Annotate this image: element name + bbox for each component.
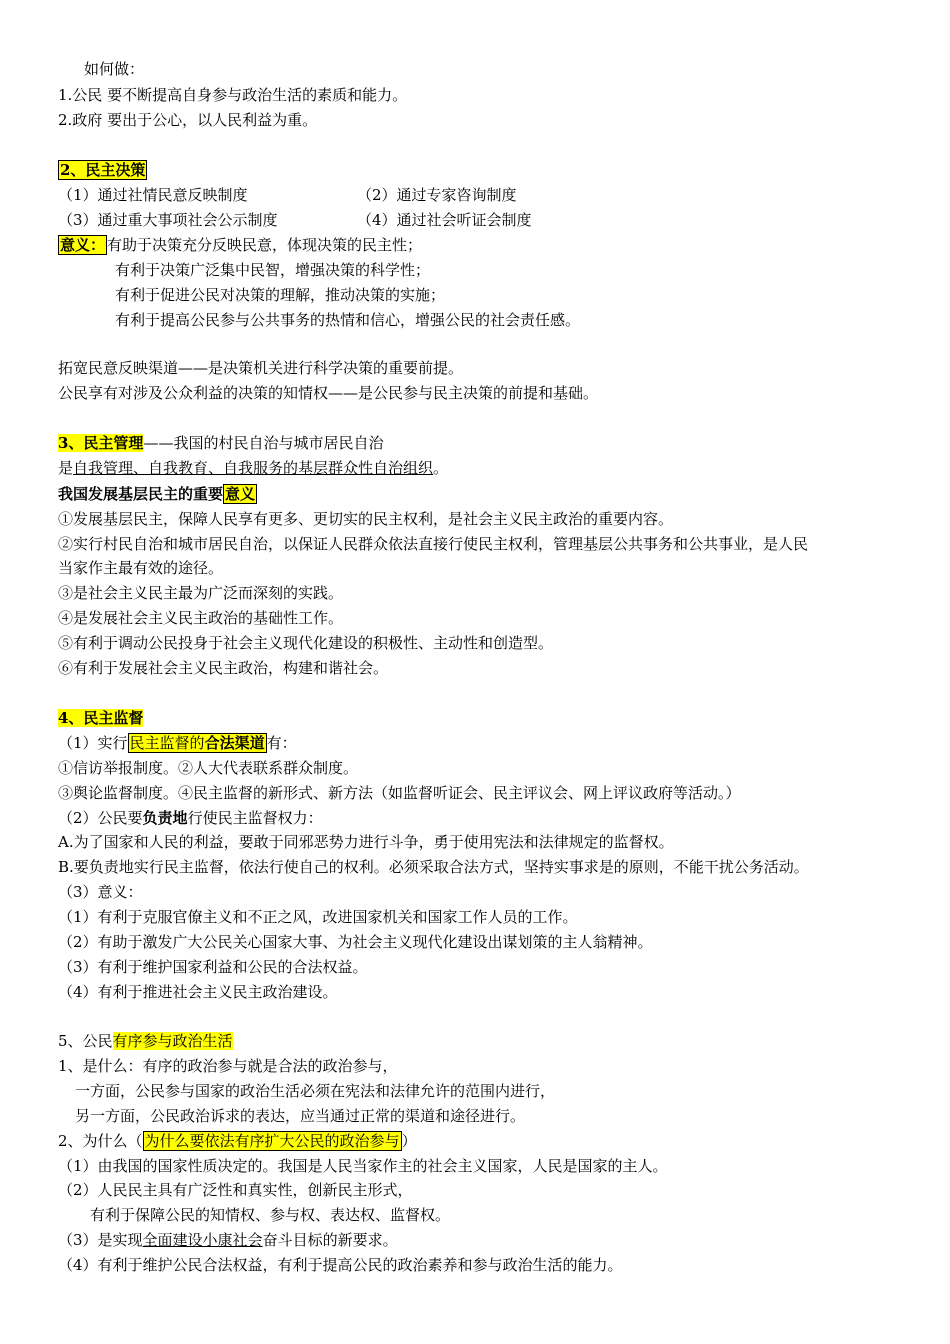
s4-meaning-3: （3）有利于维护国家利益和公民的合法权益。 (58, 958, 368, 976)
section-4-title: 4、民主监督 (58, 709, 144, 727)
definition-suffix: 。 (433, 459, 449, 477)
s5-reason-4: （4）有利于维护公民合法权益，有利于提高公民的政治素养和参与政治生活的能力。 (58, 1256, 623, 1274)
legal-channel-b: 合法渠道 (204, 734, 265, 752)
s5-what: 1、是什么：有序的政治参与就是合法的政治参与， (58, 1057, 398, 1075)
section-5-highlight: 有序参与政治生活 (112, 1032, 233, 1050)
s3-item-3: ③是社会主义民主最为广泛而深刻的实践。 (58, 584, 344, 602)
s5-reason-3 (58, 1230, 398, 1250)
s5-why-highlight: 为什么要依法有序扩大公民的政治参与 (144, 1132, 400, 1150)
s5-reason-1: （1）由我国的国家性质决定的。我国是人民当家作主的社会主义国家，人民是国家的主人。 (58, 1157, 668, 1175)
s4-line-2 (58, 808, 323, 828)
meaning-label: 意义： (60, 236, 106, 254)
section-3-subtitle: ——我国的村民自治与城市居民自治 (143, 434, 384, 452)
s5-what-a: 一方面，公民参与国家的政治生活必须在宪法和法律允许的范围内进行， (75, 1082, 556, 1100)
s4-meaning-2: （2）有助于激发广大公民关心国家大事、为社会主义现代化建设出谋划策的主人翁精神。 (58, 933, 653, 951)
s4-point-a: A.为了国家和人民的利益，要敢于同邪恶势力进行斗争，勇于使用宪法和法律规定的监督权。 (58, 833, 674, 851)
s5-what-b: 另一方面，公民政治诉求的表达，应当通过正常的渠道和途径进行。 (75, 1107, 526, 1125)
section-3-heading (58, 433, 383, 453)
intro-item-2: 2.政府 要出于公心，以人民利益为重。 (58, 111, 318, 129)
section-5-prefix: 5、公民 (58, 1032, 113, 1050)
section-3-sub-heading (58, 484, 257, 504)
how-to-do: 如何做： (84, 60, 145, 78)
s5-reason-3-underlined: 全面建设小康社会 (142, 1231, 263, 1249)
legal-channel-highlight (128, 733, 267, 753)
section-3-definition (58, 458, 448, 478)
section-3-title: 3、民主管理 (58, 434, 144, 452)
s5-why-prefix: 2、为什么（ (58, 1132, 143, 1150)
section-4-heading (58, 708, 143, 728)
system-1: （1）通过社情民意反映制度 (58, 186, 248, 204)
sub-heading-highlight: 意义 (225, 485, 256, 503)
section-2-heading (58, 160, 147, 180)
s4-meaning-1: （1）有利于克服官僚主义和不正之风，改进国家机关和国家工作人员的工作。 (58, 908, 578, 926)
section-5-heading (58, 1031, 233, 1051)
s4-point-b: B.要负责地实行民主监督，依法行使自己的权利。必须采取合法方式，坚持实事求是的原则，不能干扰公务活动。 (58, 858, 809, 876)
s5-why-suffix: ） (401, 1132, 417, 1150)
s4-line-1-prefix: （1）实行 (58, 734, 128, 752)
s4-line-2-suffix: 行使民主监督权力： (187, 809, 323, 827)
meaning-3: 有利于促进公民对决策的理解，推动决策的实施； (115, 286, 446, 304)
definition-prefix: 是 (58, 459, 74, 477)
s3-item-4: ④是发展社会主义民主政治的基础性工作。 (58, 609, 344, 627)
s5-reason-3-prefix: （3）是实现 (58, 1231, 143, 1249)
s4-line-2-bold: 负责地 (142, 809, 188, 827)
system-3: （3）通过重大事项社会公示制度 (58, 211, 278, 229)
channel-2: ③舆论监督制度。④民主监督的新形式、新方法（如监督听证会、民主评议会、网上评议政府等活动。） (58, 784, 741, 802)
s4-line-1-suffix: 有： (266, 734, 297, 752)
system-2: （2）通过专家咨询制度 (357, 186, 517, 204)
s4-line-3: （3）意义： (58, 883, 143, 901)
meaning-4: 有利于提高公民参与公共事务的热情和信心，增强公民的社会责任感。 (115, 311, 581, 329)
section-2-point-1: 拓宽民意反映渠道——是决策机关进行科学决策的重要前提。 (58, 359, 464, 377)
legal-channel-a: 民主监督的 (129, 734, 205, 752)
intro-item-1: 1.公民 要不断提高自身参与政治生活的素质和能力。 (58, 86, 408, 104)
s3-item-1: ①发展基层民主，保障人民享有更多、更切实的民主权利，是社会主义民主政治的重要内容。 (58, 510, 674, 528)
meaning-2: 有利于决策广泛集中民智，增强决策的科学性； (115, 261, 431, 279)
s5-reason-3-suffix: 奋斗目标的新要求。 (262, 1231, 398, 1249)
s5-why (58, 1131, 417, 1151)
definition-underlined: 自我管理、自我教育、自我服务的基层群众性自治组织 (73, 459, 434, 477)
s4-line-2-prefix: （2）公民要 (58, 809, 143, 827)
s3-item-2b: 当家作主最有效的途径。 (58, 559, 224, 577)
s5-reason-2: （2）人民民主具有广泛性和真实性，创新民主形式， (58, 1181, 413, 1199)
s3-item-2a: ②实行村民自治和城市居民自治，以保证人民群众依法直接行使民主权利，管理基层公共事务和公共事业，是人民 (58, 535, 809, 553)
s5-reason-2b: 有利于保障公民的知情权、参与权、表达权、监督权。 (90, 1206, 451, 1224)
s3-item-6: ⑥有利于发展社会主义民主政治，构建和谐社会。 (58, 659, 389, 677)
channel-1: ①信访举报制度。②人大代表联系群众制度。 (58, 759, 359, 777)
s4-meaning-4: （4）有利于推进社会主义民主政治建设。 (58, 983, 338, 1001)
s3-item-5: ⑤有利于调动公民投身于社会主义现代化建设的积极性、主动性和创造型。 (58, 634, 554, 652)
meaning-1: 有助于决策充分反映民意，体现决策的民主性； (107, 236, 423, 254)
section-2-point-2: 公民享有对涉及公众利益的决策的知情权——是公民参与民主决策的前提和基础。 (58, 384, 599, 402)
s4-line-1 (58, 733, 297, 753)
meaning-line-1 (58, 235, 422, 255)
system-4: （4）通过社会听证会制度 (357, 211, 532, 229)
sub-heading-text: 我国发展基层民主的重要 (58, 485, 224, 503)
section-2-title: 2、民主决策 (60, 161, 146, 179)
